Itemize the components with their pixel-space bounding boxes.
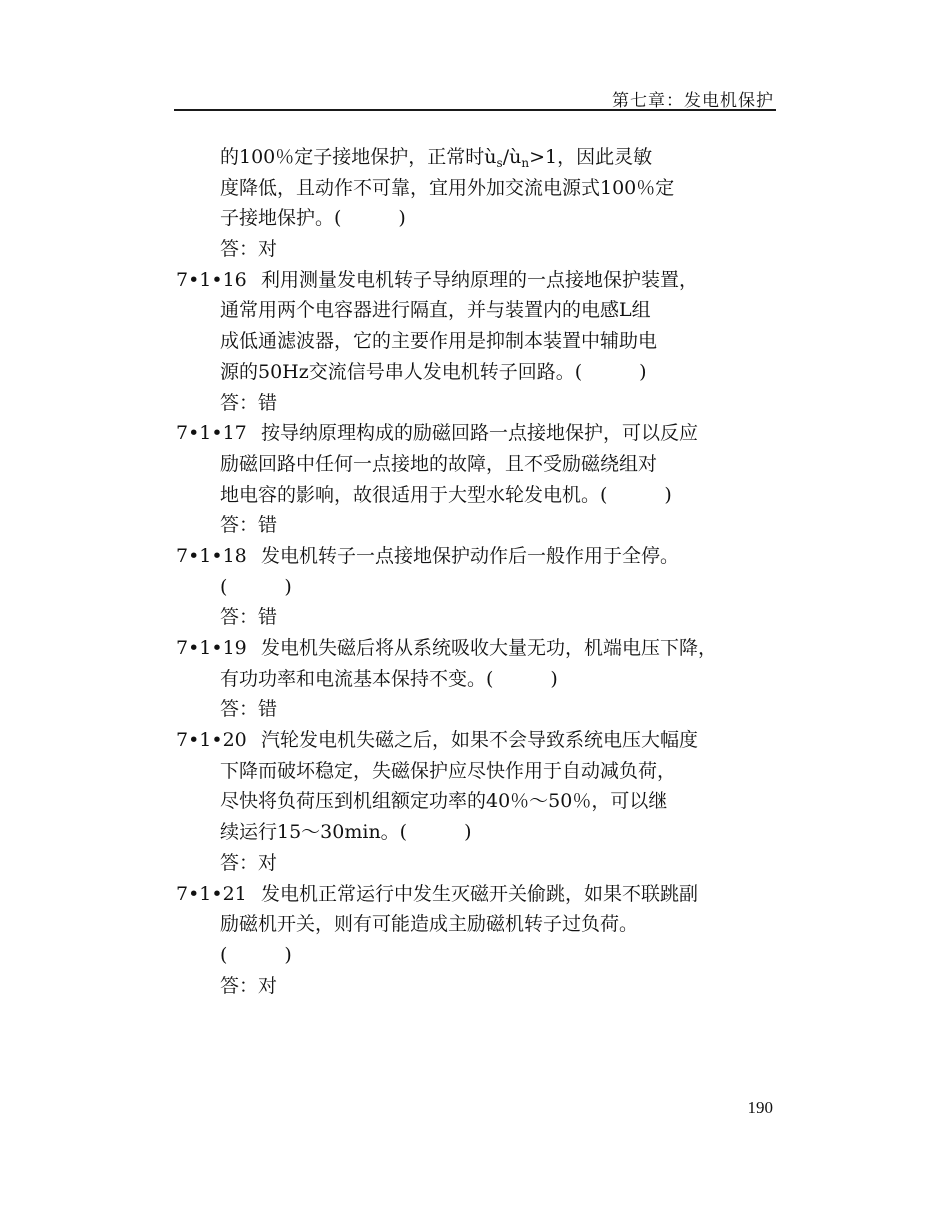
question-text: 发电机失磁后将从系统吸收大量无功，机端电压下降， [261, 637, 718, 659]
intro-line1-prefix: 的100％定子接地保护，正常时ù [220, 146, 497, 168]
page-content [176, 142, 776, 1001]
question-continuation-line: 有功功率和电流基本保持不变。( ) [220, 667, 558, 690]
intro-line [176, 142, 776, 173]
question-number: 7•1•21 [176, 882, 247, 905]
question-number: 7•1•19 [176, 637, 247, 659]
question-number: 7•1•17 [176, 422, 247, 445]
question-first-line [176, 418, 776, 449]
answer: 答：错 [220, 606, 278, 629]
question-number: 7•1•18 [176, 544, 247, 567]
chapter-header-title: 第七章：发电机保护 [612, 91, 774, 111]
intro-line1-mid: /ù [502, 146, 522, 168]
question-first-line [176, 541, 776, 572]
question-continuation-line: 励磁回路中任何一点接地的故障，且不受励磁绕组对 [220, 452, 658, 475]
intro-line1-suffix: >1，因此灵敏 [529, 146, 653, 168]
question-continuation-line: 尽快将负荷压到机组额定功率的40％～50％，可以继 [220, 790, 668, 813]
question-continuation-line: ( ) [220, 575, 292, 598]
question-item [176, 265, 776, 418]
question-item [176, 541, 776, 633]
answer: 答：错 [220, 514, 278, 537]
subscript-n: n [521, 156, 530, 170]
question-number: 7•1•20 [176, 729, 247, 752]
subscript-s: s [496, 156, 503, 170]
question-continuation-line: 续运行15～30min。( ) [220, 821, 472, 844]
question-text: 发电机转子一点接地保护动作后一般作用于全停。 [261, 544, 680, 567]
intro-line: 度降低，且动作不可靠，宜用外加交流电源式100％定 [220, 176, 675, 199]
header-rule [174, 109, 776, 111]
answer: 答：错 [220, 698, 278, 721]
question-continuation-line: 下降而破坏稳定，失磁保护应尽快作用于自动减负荷， [220, 759, 677, 782]
question-continuation-line: 通常用两个电容器进行隔直，并与装置内的电感L组 [220, 299, 651, 322]
question-text: 发电机正常运行中发生灭磁开关偷跳，如果不联跳副 [261, 882, 699, 905]
question-item [176, 879, 776, 1002]
question-first-line [176, 725, 776, 756]
question-first-line [176, 879, 776, 910]
question-text: 汽轮发电机失磁之后，如果不会导致系统电压大幅度 [261, 729, 699, 752]
question-text: 按导纳原理构成的励磁回路一点接地保护，可以反应 [261, 422, 699, 445]
answer: 答：对 [220, 238, 278, 261]
answer: 答：错 [220, 391, 278, 414]
page-number: 190 [747, 1098, 773, 1117]
answer: 答：对 [220, 851, 278, 874]
question-first-line [176, 633, 776, 664]
question-continuation-line: 地电容的影响，故很适用于大型水轮发电机。( ) [220, 483, 672, 506]
question-text: 利用测量发电机转子导纳原理的一点接地保护装置， [261, 268, 699, 291]
question-continuation-line: 成低通滤波器，它的主要作用是抑制本装置中辅助电 [220, 330, 658, 353]
question-item [176, 418, 776, 541]
question-item [176, 725, 776, 878]
question-continuation-line: 励磁机开关，则有可能造成主励磁机转子过负荷。 [220, 913, 639, 936]
question-continuation-line: ( ) [220, 943, 292, 966]
questions [176, 265, 776, 1002]
question-continuation-line: 源的50Hz交流信号串人发电机转子回路。( ) [220, 360, 647, 383]
question-number: 7•1•16 [176, 268, 247, 291]
question-item [176, 633, 776, 725]
answer: 答：对 [220, 974, 278, 997]
intro-line: 子接地保护。( ) [220, 207, 406, 230]
intro-continuation [176, 142, 776, 265]
question-first-line [176, 265, 776, 296]
